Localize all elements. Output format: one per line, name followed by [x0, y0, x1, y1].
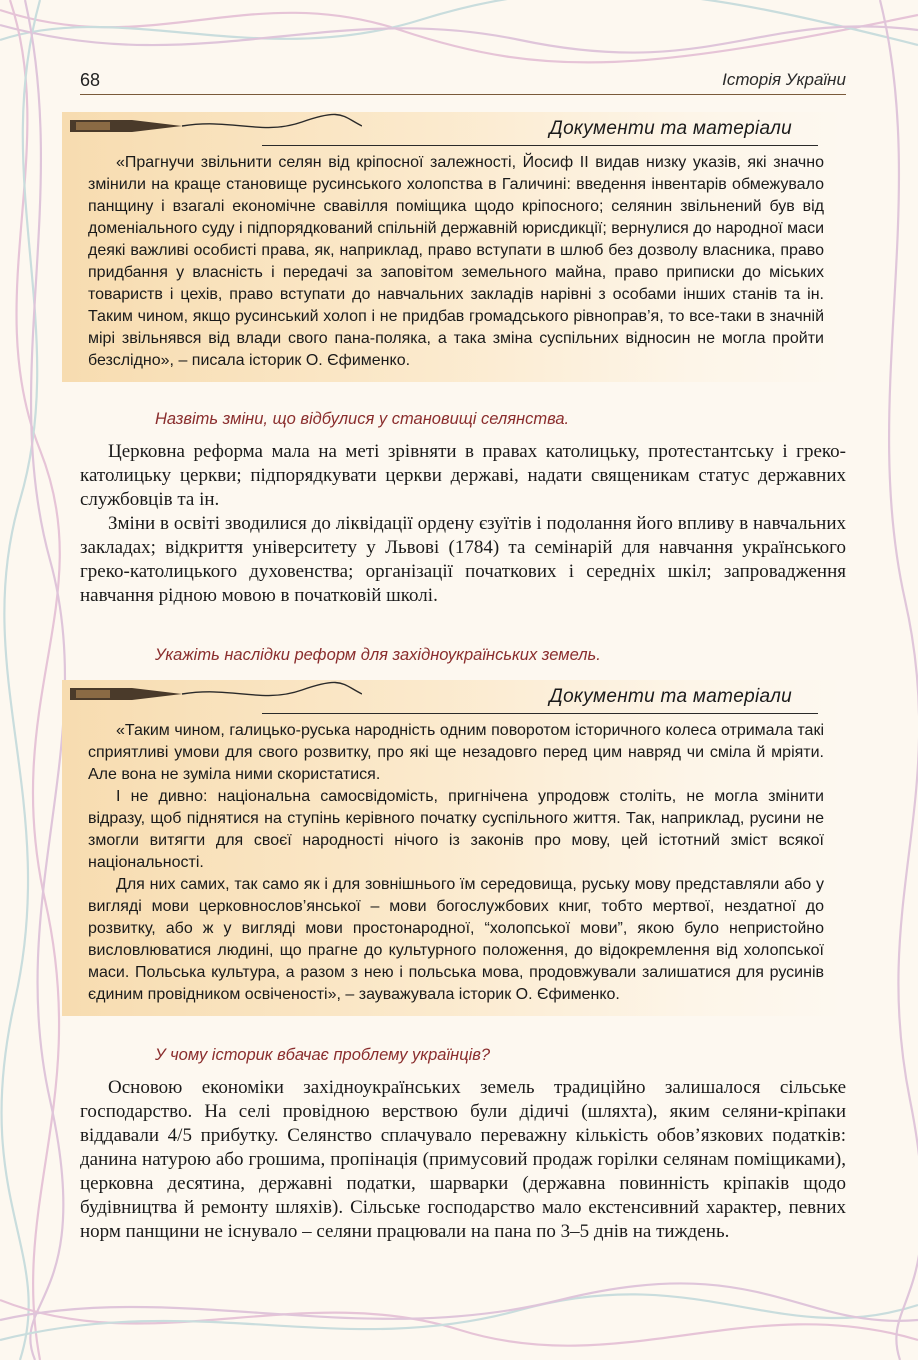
header-rule [80, 94, 846, 95]
documents-underline [262, 145, 818, 146]
quill-pen-icon [62, 108, 362, 148]
paragraph-church-reform: Церковна реформа мала на меті зрівняти в правах католицьку, протестантську і греко-католицьку церкви; підпорядкувати церкви державі, надати священикам статус державних службовців та ін. [80, 441, 846, 510]
documents-title: Документи та матеріали [549, 686, 792, 707]
documents-box-2 [62, 680, 848, 1016]
documents-header [62, 680, 848, 714]
document-paragraph: «Таким чином, галицько-руська народність одним поворотом історичного колеса отримала такі сприятливі умови для свого розвитку, про які ще незадовго перед цим навряд чи сміла й мріяти. Але вона не зуміла ними скористатися. [88, 722, 824, 783]
quill-pen-icon [62, 676, 362, 716]
documents-header [62, 112, 848, 146]
documents-underline [262, 713, 818, 714]
documents-title: Документи та матеріали [549, 118, 792, 139]
main-text-2 [80, 1076, 846, 1244]
running-title: Історія України [722, 70, 846, 89]
document-paragraph: Для них самих, так само як і для зовнішнього їм середовища, руську мову представляли або у вигляді мови церковнослов’янської – мови богослужбових книг, тобто мертвої, нездатної до розвитку, або ж у вигляді мови простонародної, “холопської мови”, якою було непристойно висловлюватися людині, що прагне до культурного положення, до відокремлення від холопської маси. Польська культура, а разом з нею і польська мова, продовжували залишатися для русинів єдиним провідником освіченості», – зауважувала історик О. Єфименко. [88, 876, 824, 1003]
documents-text [62, 146, 848, 382]
main-text-1 [80, 440, 846, 608]
document-paragraph: І не дивно: національна самосвідомість, пригнічена упродовж століть, не могла змінити відразу, щоб піднятися на ступінь керівного початку суспільного життя. Так, наприклад, русини не змогли витягти для своєї народності нічого із законів про мову, цей істотний зміст всякої національності. [88, 788, 824, 871]
question-3: У чому історик вбачає проблему українців? [155, 1046, 491, 1064]
paragraph-economy: Основою економіки західноукраїнських земель традиційно залишалося сільське господарство. На селі провідною верствою були дідичі (шляхта), яким селяни-кріпаки віддавали 4/5 прибутку. Селянство сплачувало переважну кількість обов’язкових податків: данина натурою або грошима, пропінація (примусовий продаж горілки селянам поміщиками), церковна десятина, державні податки, шарварки (державна повинність кріпаків щодо будівництва й ремонту шляхів). Сільське господарство мало екстенсивний характер, певних норм панщини не існувало – селяни працювали на пана по 3–5 днів на тиждень. [80, 1077, 846, 1242]
documents-box-1 [62, 112, 848, 382]
document-paragraph: «Прагнучи звільнити селян від кріпосної залежності, Йосиф II видав низку указів, які значно змінили на краще становище русинського холопства в Галичині: введення інвентарів обмежувало панщину і взагалі економічне свавілля поміщика щодо кріпосного; селянин звільнений був від доменіального суду і підпорядкований спільній державній юрисдикції; вернулися до народної маси деякі важливі особисті права, як, наприклад, право вступати в шлюб без дозволу власника, право придбання у власність і передачі за заповітом земельного майна, право приписки до міських товариств і цехів, право вступати до навчальних закладів нарівні з особами інших станів та ін. Таким чином, якщо русинський холоп і не придбав громадського рівноправ’я, то все-таки в значній мірі звільнявся від влади свого пана-поляка, а така зміна суспільних відносин не могла пройти безслідно», – писала історик О. Єфименко. [88, 154, 824, 369]
documents-text [62, 714, 848, 1016]
question-2: Укажіть наслідки реформ для західноукраїнських земель. [155, 646, 601, 664]
paragraph-education: Зміни в освіті зводилися до ліквідації ордену єзуїтів і подолання його впливу в навчальних закладах; відкриття університету у Львові (1784) та семінарій для навчання українського греко-католицького духовенства; організації початкових і середніх шкіл; запровадження навчання рідною мовою в початковій школі. [80, 513, 846, 606]
page-number: 68 [80, 70, 101, 90]
question-1: Назвіть зміни, що відбулися у становищі селянства. [155, 410, 570, 428]
